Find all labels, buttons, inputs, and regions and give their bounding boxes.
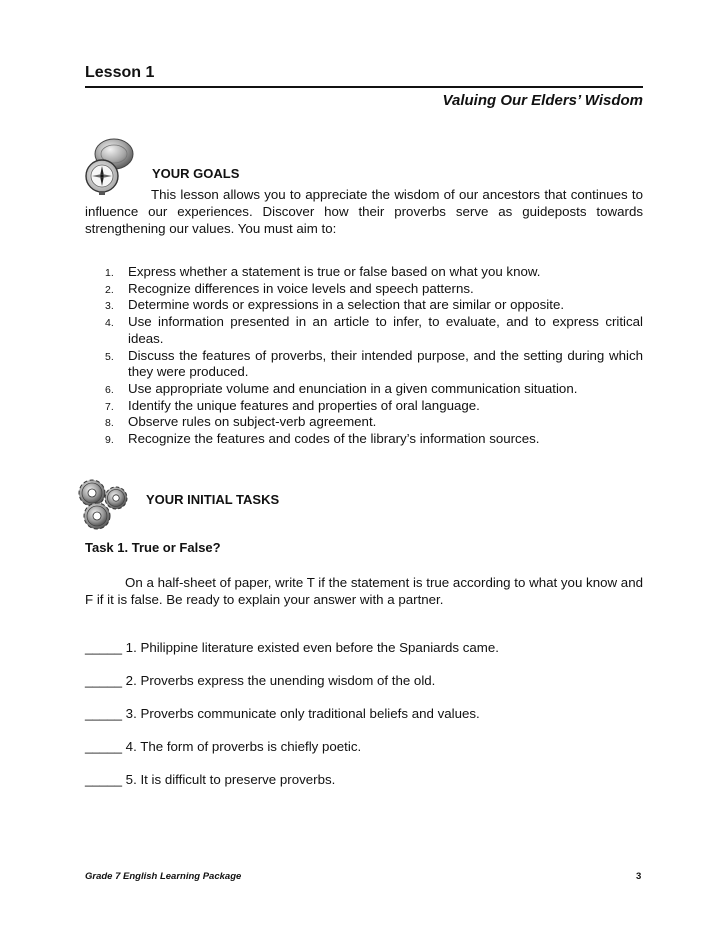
- tasks-heading: YOUR INITIAL TASKS: [146, 492, 280, 507]
- goal-item: 6. Use appropriate volume and enunciation in a given communication situation.: [105, 380, 578, 396]
- goal-item: 7. Identify the unique features and properties of oral language.: [105, 397, 480, 413]
- goals-intro-text: This lesson allows you to appreciate the wisdom of our ancestors that continues to influence our experiences. Discover how their proverbs serve as guideposts towards strengthening our values. You must aim to:: [85, 187, 643, 236]
- goals-list: [105, 264, 643, 448]
- true-false-item: _____ 2. Proverbs express the unending wisdom of the old.: [85, 673, 436, 688]
- goal-item: 5. Discuss the features of proverbs, their intended purpose, and the setting during which they were produced.: [105, 347, 643, 380]
- goal-item: 4. Use information presented in an article to infer, to evaluate, and to express critical ideas.: [105, 314, 643, 346]
- goals-intro: [85, 186, 643, 237]
- lesson-number: Lesson 1: [85, 64, 155, 81]
- header-divider: [85, 86, 643, 88]
- page-number: 3: [636, 871, 642, 882]
- goal-item: 9. Recognize the features and codes of the library’s information sources.: [105, 431, 540, 447]
- task1-instructions: [85, 574, 643, 608]
- true-false-item: _____ 5. It is difficult to preserve proverbs.: [85, 772, 336, 787]
- footer-package-name: Grade 7 English Learning Package: [85, 871, 242, 882]
- gears-icon: [72, 476, 134, 532]
- lesson-title: Valuing Our Elders’ Wisdom: [442, 92, 643, 109]
- goal-item: 1. Express whether a statement is true or false based on what you know.: [105, 264, 541, 279]
- task1-title: Task 1. True or False?: [85, 540, 221, 555]
- true-false-item: _____ 1. Philippine literature existed even before the Spaniards came.: [85, 640, 499, 655]
- true-false-item: _____ 4. The form of proverbs is chiefly poetic.: [85, 739, 362, 754]
- goals-heading: YOUR GOALS: [152, 166, 240, 181]
- true-false-item: _____ 3. Proverbs communicate only traditional beliefs and values.: [85, 706, 480, 721]
- goal-item: 3. Determine words or expressions in a selection that are similar or opposite.: [105, 297, 565, 313]
- goal-item: 8. Observe rules on subject-verb agreement.: [105, 414, 377, 430]
- goal-item: 2. Recognize differences in voice levels and speech patterns.: [105, 280, 474, 296]
- task1-instructions-text: On a half-sheet of paper, write T if the statement is true according to what you know and F if it is false. Be ready to explain your answer with a partner.: [85, 575, 643, 607]
